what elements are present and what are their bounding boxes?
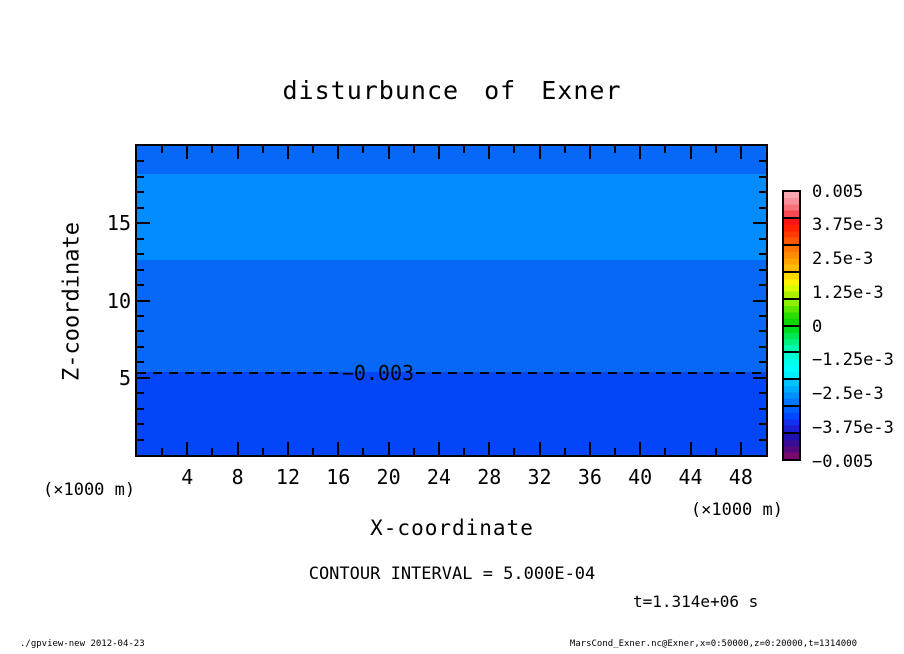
y-axis-title: Z-coordinate xyxy=(59,222,85,381)
y-axis-unit-label: (×1000 m) xyxy=(43,480,136,500)
x-major-tick xyxy=(337,146,339,159)
y-major-tick xyxy=(137,377,150,379)
x-minor-tick xyxy=(564,448,566,455)
x-tick-label: 32 xyxy=(527,465,552,489)
x-major-tick xyxy=(740,146,742,159)
y-minor-tick xyxy=(137,160,144,162)
colorbar-box xyxy=(784,325,799,352)
y-minor-tick xyxy=(137,408,144,410)
y-minor-tick xyxy=(759,439,766,441)
x-minor-tick xyxy=(211,146,213,153)
x-tick-label: 20 xyxy=(376,465,401,489)
y-minor-tick xyxy=(137,253,144,255)
y-major-tick xyxy=(753,222,766,224)
contour-band xyxy=(137,372,766,455)
x-major-tick xyxy=(539,146,541,159)
y-minor-tick xyxy=(759,423,766,425)
y-minor-tick xyxy=(759,315,766,317)
x-minor-tick xyxy=(312,146,314,153)
x-axis-title: X-coordinate xyxy=(370,516,534,540)
y-minor-tick xyxy=(759,207,766,209)
y-minor-tick xyxy=(137,330,144,332)
x-minor-tick xyxy=(312,448,314,455)
y-minor-tick xyxy=(137,207,144,209)
plot-title: disturbunce of Exner xyxy=(282,76,622,105)
y-minor-tick xyxy=(137,361,144,363)
y-minor-tick xyxy=(759,408,766,410)
x-minor-tick xyxy=(513,146,515,153)
x-major-tick xyxy=(186,442,188,455)
x-major-tick xyxy=(639,146,641,159)
contour-line-label: −0.003 xyxy=(341,360,415,385)
x-tick-label: 36 xyxy=(577,465,602,489)
y-minor-tick xyxy=(759,284,766,286)
y-major-tick xyxy=(753,300,766,302)
x-minor-tick xyxy=(413,146,415,153)
y-minor-tick xyxy=(137,392,144,394)
x-major-tick xyxy=(690,442,692,455)
x-minor-tick xyxy=(211,448,213,455)
plot-area xyxy=(135,144,768,457)
y-minor-tick xyxy=(137,191,144,193)
x-major-tick xyxy=(237,146,239,159)
x-minor-tick xyxy=(664,448,666,455)
x-tick-label: 16 xyxy=(326,465,351,489)
y-minor-tick xyxy=(759,160,766,162)
contour-band xyxy=(137,260,766,371)
y-minor-tick xyxy=(759,361,766,363)
x-minor-tick xyxy=(715,448,717,455)
y-major-tick xyxy=(137,222,150,224)
x-axis-unit-label: (×1000 m) xyxy=(690,500,783,520)
x-tick-label: 28 xyxy=(477,465,502,489)
colorbar-tick-label: 0.005 xyxy=(812,181,864,202)
y-minor-tick xyxy=(759,176,766,178)
y-minor-tick xyxy=(137,269,144,271)
x-minor-tick xyxy=(161,146,163,153)
y-minor-tick xyxy=(759,269,766,271)
colorbar-box xyxy=(784,405,799,432)
x-minor-tick xyxy=(463,448,465,455)
y-minor-tick xyxy=(137,238,144,240)
colorbar-tick-label: 2.5e-3 xyxy=(812,249,874,269)
x-major-tick xyxy=(337,442,339,455)
x-minor-tick xyxy=(413,448,415,455)
x-minor-tick xyxy=(715,146,717,153)
colorbar-box xyxy=(784,351,799,378)
x-minor-tick xyxy=(614,146,616,153)
x-minor-tick xyxy=(362,448,364,455)
x-major-tick xyxy=(438,146,440,159)
contour-interval-note: CONTOUR INTERVAL = 5.000E-04 xyxy=(308,564,596,584)
colorbar-box xyxy=(784,244,799,271)
colorbar-tick-label: −2.5e-3 xyxy=(812,384,884,404)
x-major-tick xyxy=(438,442,440,455)
y-major-tick xyxy=(137,300,150,302)
y-major-tick xyxy=(753,377,766,379)
x-minor-tick xyxy=(362,146,364,153)
x-tick-label: 24 xyxy=(426,465,451,489)
y-tick-label: 15 xyxy=(106,211,131,236)
y-tick-label: 10 xyxy=(106,288,131,313)
x-tick-label: 40 xyxy=(628,465,653,489)
x-major-tick xyxy=(639,442,641,455)
colorbar-box xyxy=(784,192,799,217)
colorbar-box xyxy=(784,298,799,325)
contour-band xyxy=(137,174,766,261)
y-minor-tick xyxy=(759,392,766,394)
x-tick-label: 8 xyxy=(231,465,244,489)
colorbar-box xyxy=(784,378,799,405)
x-major-tick xyxy=(740,442,742,455)
colorbar xyxy=(782,190,801,461)
contour-band xyxy=(137,146,766,174)
colorbar-tick-label: 1.25e-3 xyxy=(812,282,884,303)
y-minor-tick xyxy=(137,439,144,441)
contour-line xyxy=(416,372,766,374)
colorbar-tick-label: −3.75e-3 xyxy=(812,417,894,438)
x-tick-label: 48 xyxy=(728,465,753,489)
x-tick-label: 12 xyxy=(275,465,300,489)
y-minor-tick xyxy=(137,176,144,178)
footer-dataset-text: MarsCond_Exner.nc@Exner,x=0:50000,z=0:20000,t=1314000 xyxy=(569,639,857,649)
y-minor-tick xyxy=(137,423,144,425)
x-minor-tick xyxy=(614,448,616,455)
y-minor-tick xyxy=(759,191,766,193)
y-minor-tick xyxy=(137,284,144,286)
y-tick-label: 5 xyxy=(118,365,131,390)
y-minor-tick xyxy=(759,346,766,348)
colorbar-tick-label: −1.25e-3 xyxy=(812,350,894,371)
x-major-tick xyxy=(539,442,541,455)
x-major-tick xyxy=(186,146,188,159)
footer-command-text: ./gpview-new 2012-04-23 xyxy=(20,639,145,649)
y-minor-tick xyxy=(759,238,766,240)
y-minor-tick xyxy=(137,346,144,348)
colorbar-box xyxy=(784,271,799,298)
colorbar-box xyxy=(784,432,799,459)
y-minor-tick xyxy=(759,253,766,255)
x-major-tick xyxy=(388,146,390,159)
x-minor-tick xyxy=(513,448,515,455)
contour-line xyxy=(137,372,340,374)
x-major-tick xyxy=(488,442,490,455)
x-minor-tick xyxy=(161,448,163,455)
colorbar-tick-label: 0 xyxy=(812,316,823,337)
x-tick-label: 4 xyxy=(181,465,194,489)
colorbar-tick-label: −0.005 xyxy=(812,451,874,472)
x-minor-tick xyxy=(262,146,264,153)
x-major-tick xyxy=(690,146,692,159)
colorbar-tick-label: 3.75e-3 xyxy=(812,215,884,236)
x-major-tick xyxy=(388,442,390,455)
x-major-tick xyxy=(589,442,591,455)
x-minor-tick xyxy=(564,146,566,153)
x-minor-tick xyxy=(262,448,264,455)
y-minor-tick xyxy=(759,330,766,332)
x-tick-label: 44 xyxy=(678,465,703,489)
x-major-tick xyxy=(287,442,289,455)
x-major-tick xyxy=(237,442,239,455)
time-annotation: t=1.314e+06 s xyxy=(633,592,759,611)
colorbar-box xyxy=(784,217,799,244)
x-major-tick xyxy=(589,146,591,159)
x-major-tick xyxy=(287,146,289,159)
y-minor-tick xyxy=(137,315,144,317)
x-major-tick xyxy=(488,146,490,159)
x-minor-tick xyxy=(463,146,465,153)
x-minor-tick xyxy=(664,146,666,153)
